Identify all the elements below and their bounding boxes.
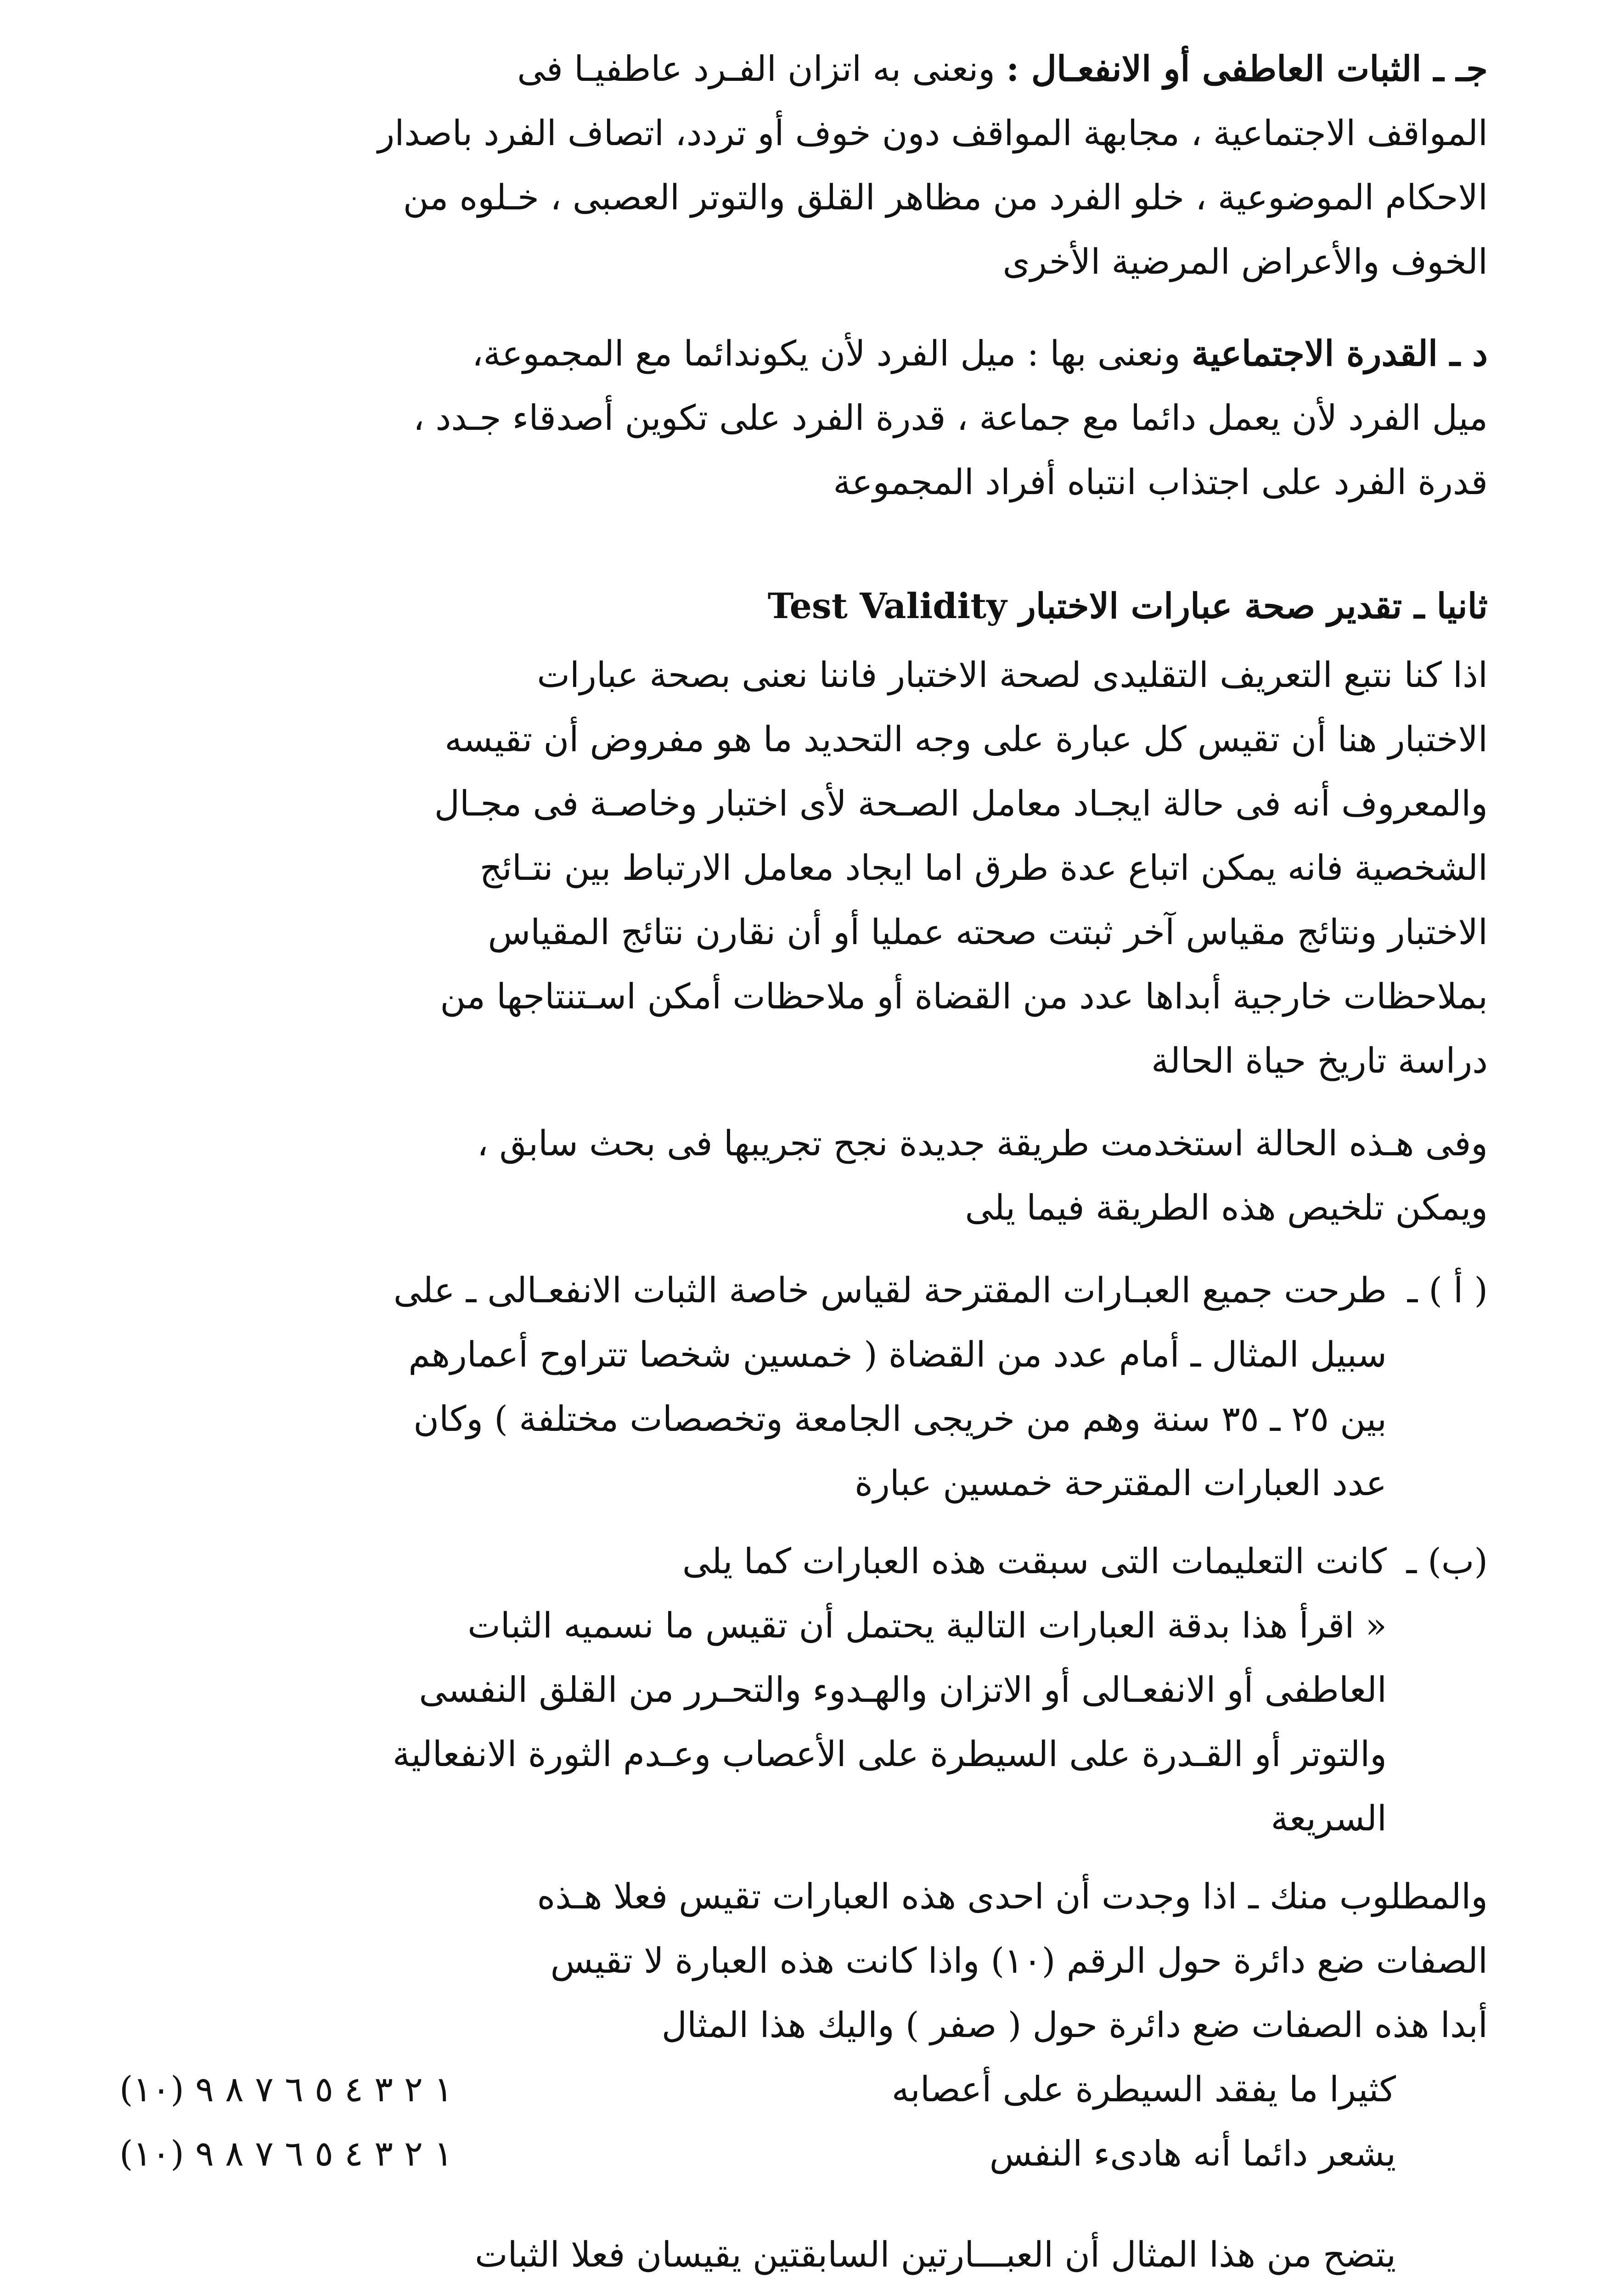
method-line-1: وفى هـذه الحالة استخدمت طريقة جديدة نجح تجريبها فى بحث سابق ، bbox=[477, 1123, 1488, 1164]
section-2-heading bbox=[110, 574, 1488, 638]
item-b-marker: (ب) ـ bbox=[1406, 1541, 1488, 1581]
item-a-line-4: عدد العبارات المقترحة خمسين عبارة bbox=[855, 1463, 1387, 1503]
required-line-3: أبدا هذه الصفات ضع دائرة حول ( صفر ) واليك هذا المثال bbox=[661, 2004, 1488, 2045]
section-j-line-2: المواقف الاجتماعية ، مجابهة المواقف دون خوف أو تردد، اتصاف الفرد باصدار bbox=[377, 113, 1488, 153]
method-paragraph bbox=[110, 1111, 1488, 1240]
section-2-line-5: الاختبار ونتائج مقياس آخر ثبتت صحته عمليا أو أن نقارن نتائج المقياس bbox=[488, 912, 1488, 952]
item-b-line-2: « اقرأ هذا بدقة العبارات التالية يحتمل أن تقيس ما نسميه الثبات bbox=[467, 1605, 1387, 1646]
section-j-line-1: جـ ـ الثبات العاطفى أو الانفعـال : ونعنى به اتزان الفـرد عاطفيـا فى bbox=[517, 48, 1488, 89]
section-2-line-4: الشخصية فانه يمكن اتباع عدة طرق اما ايجاد معامل الارتباط بين نتـائج bbox=[479, 847, 1488, 888]
item-b-line-1: كانت التعليمات التى سبقت هذه العبارات كما يلى bbox=[682, 1541, 1387, 1581]
section-d-line-1: د ـ القدرة الاجتماعية ونعنى بها : ميل الفرد لأن يكوندائما مع المجموعة، bbox=[472, 333, 1488, 374]
item-a-marker: ( أ ) ـ bbox=[1407, 1270, 1488, 1311]
section-2-line-3: والمعروف أنه فى حالة ايجـاد معامل الصـحة لأى اختبار وخاصـة فى مجـال bbox=[434, 783, 1488, 824]
section-2-line-2: الاختبار هنا أن تقيس كل عبارة على وجه التحديد ما هو مفروض أن تقيسه bbox=[445, 719, 1488, 760]
required-line-1: والمطلوب منك ـ اذا وجدت أن احدى هذه العبارات تقيس فعلا هـذه bbox=[537, 1876, 1488, 1917]
required-paragraph bbox=[230, 1864, 1488, 2057]
item-a-line-1: طرحت جميع العبـارات المقترحة لقياس خاصة الثبات الانفعـالى ـ على bbox=[393, 1270, 1387, 1311]
section-2-line-6: بملاحظات خارجية أبداها عدد من القضاة أو ملاحظات أمكن اسـتنتاجها من bbox=[440, 976, 1488, 1017]
final-line-1: يتضح من هذا المثال أن العبـــارتين السابقتين يقيسان فعلا الثبات bbox=[474, 2234, 1396, 2275]
section-2-line-7: دراسة تاريخ حياة الحالة bbox=[1151, 1040, 1488, 1081]
item-b-line-5: السريعة bbox=[1271, 1798, 1387, 1839]
section-j-title: جـ ـ الثبات العاطفى أو الانفعـال : bbox=[1006, 48, 1488, 89]
section-2-title: ثانيا ـ تقدير صحة عبارات الاختبار Test Validity bbox=[767, 585, 1488, 626]
item-a-line-3: بين ٢٥ ـ ٣٥ سنة وهم من خريجى الجامعة وتخصصات مختلفة ) وكان bbox=[413, 1398, 1387, 1439]
section-2-body bbox=[110, 643, 1488, 1093]
example-row bbox=[119, 2122, 1396, 2186]
section-emotional-stability bbox=[110, 37, 1488, 294]
method-line-2: ويمكن تلخيص هذه الطريقة فيما يلى bbox=[965, 1187, 1488, 1228]
example-scale: ١ ٢ ٣ ٤ ٥ ٦ ٧ ٨ ٩ (١٠) bbox=[119, 2133, 453, 2174]
item-b bbox=[110, 1529, 1387, 1851]
section-d-line-3: قدرة الفرد على اجتذاب انتباه أفراد المجموعة bbox=[833, 461, 1488, 502]
final-line-2 bbox=[119, 2287, 1396, 2296]
example-statement: يشعر دائما أنه هادىء النفس bbox=[989, 2133, 1396, 2174]
section-d-line-2: ميل الفرد لأن يعمل دائما مع جماعة ، قدرة الفرد على تكوين أصدقاء جـدد ، bbox=[413, 397, 1488, 438]
item-b-line-3: العاطفى أو الانفعـالى أو الاتزان والهـدوء والتحـرر من القلق النفسى bbox=[419, 1669, 1387, 1710]
section-j-line-4: الخوف والأعراض المرضية الأخرى bbox=[1002, 241, 1488, 282]
section-d-title: د ـ القدرة الاجتماعية bbox=[1191, 333, 1488, 374]
section-social-ability bbox=[110, 321, 1488, 514]
required-line-2: الصفات ضع دائرة حول الرقم (١٠) واذا كانت هذه العبارة لا تقيس bbox=[550, 1940, 1488, 1981]
example-statement: كثيرا ما يفقد السيطرة على أعصابه bbox=[891, 2069, 1396, 2110]
example-rows bbox=[119, 2057, 1396, 2186]
example-scale: ١ ٢ ٣ ٤ ٥ ٦ ٧ ٨ ٩ (١٠) bbox=[119, 2069, 453, 2110]
final-paragraph bbox=[119, 2223, 1396, 2296]
item-a bbox=[110, 1258, 1387, 1515]
item-b-line-4: والتوتر أو القـدرة على السيطرة على الأعصاب وعـدم الثورة الانفعالية bbox=[392, 1733, 1387, 1774]
section-j-line-3: الاحكام الموضوعية ، خلو الفرد من مظاهر القلق والتوتر العصبى ، خـلوه من bbox=[403, 177, 1488, 218]
item-a-line-2: سبيل المثال ـ أمام عدد من القضاة ( خمسين شخصا تتراوح أعمارهم bbox=[408, 1334, 1387, 1375]
section-2-line-1: اذا كنا نتبع التعريف التقليدى لصحة الاختبار فاننا نعنى بصحة عبارات bbox=[537, 654, 1488, 695]
example-row bbox=[119, 2057, 1396, 2122]
section-2-title-en: Test Validity bbox=[767, 585, 1007, 626]
